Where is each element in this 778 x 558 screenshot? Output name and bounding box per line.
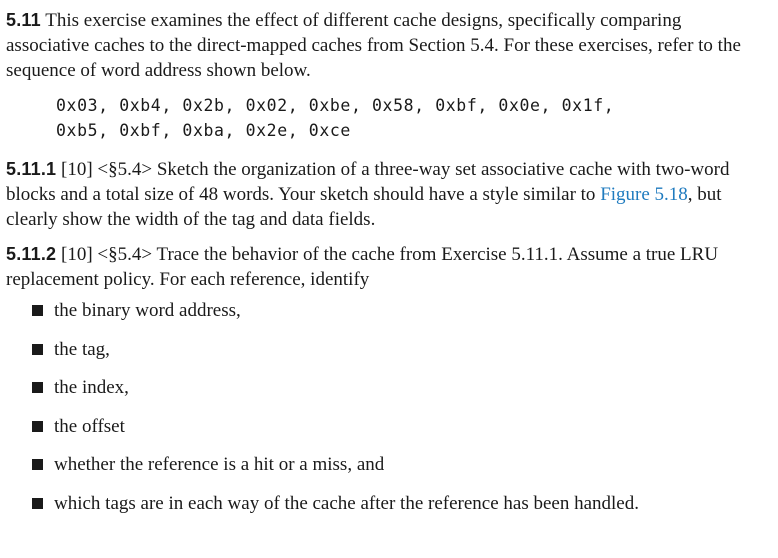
question-text: [10] <§5.4> Trace the behavior of the cache from Exercise 5.11.1. Assume a true LRU replacement policy. For each reference, identify <box>6 244 719 290</box>
address-line-1: 0x03, 0xb4, 0x2b, 0x02, 0xbe, 0x58, 0xbf, 0x0e, 0x1f, <box>56 96 615 115</box>
question-text-end: , but clearly show the width of the tag and data fields. <box>6 184 722 230</box>
list-item <box>6 298 768 323</box>
address-sequence <box>56 93 768 143</box>
list-item-text: the offset <box>54 415 125 437</box>
list-item-text: the index, <box>54 377 129 398</box>
question-5-11-1 <box>6 157 768 232</box>
bullet-square-icon <box>32 344 43 355</box>
question-number: 5.11.1 <box>6 159 57 179</box>
list-item-text: the binary word address, <box>54 300 241 321</box>
list-item <box>6 452 768 477</box>
question-5-11-2 <box>6 242 768 292</box>
bullet-square-icon <box>32 382 43 393</box>
list-item-text: the tag, <box>54 338 110 360</box>
exercise-intro-text: This exercise examines the effect of different cache designs, specifically comparing associative caches to the direct-mapped caches from Section 5.4. For these exercises, refer to the sequence of word address shown below. <box>6 10 741 81</box>
bullet-square-icon <box>32 459 43 470</box>
bullet-square-icon <box>32 498 43 509</box>
question-number: 5.11.2 <box>6 244 57 264</box>
question-text: [10] <§5.4> Sketch the organization of a three-way set associative cache with two-word blocks and a total size of 48 words. Your sketch should have a style similar to <box>6 159 730 205</box>
identify-list <box>6 298 768 516</box>
list-item <box>6 375 768 400</box>
exercise-page <box>6 8 768 529</box>
list-item <box>6 491 768 516</box>
bullet-square-icon <box>32 305 43 316</box>
address-line-2: 0xb5, 0xbf, 0xba, 0x2e, 0xce <box>56 121 351 140</box>
list-item <box>6 337 768 362</box>
bullet-square-icon <box>32 421 43 432</box>
list-item-text: which tags are in each way of the cache after the reference has been handled. <box>54 492 639 514</box>
exercise-number: 5.11 <box>6 10 41 30</box>
list-item-text: whether the reference is a hit or a miss, and <box>54 454 385 475</box>
list-item <box>6 414 768 439</box>
figure-link[interactable]: Figure 5.18 <box>600 184 688 205</box>
exercise-intro <box>6 8 768 83</box>
